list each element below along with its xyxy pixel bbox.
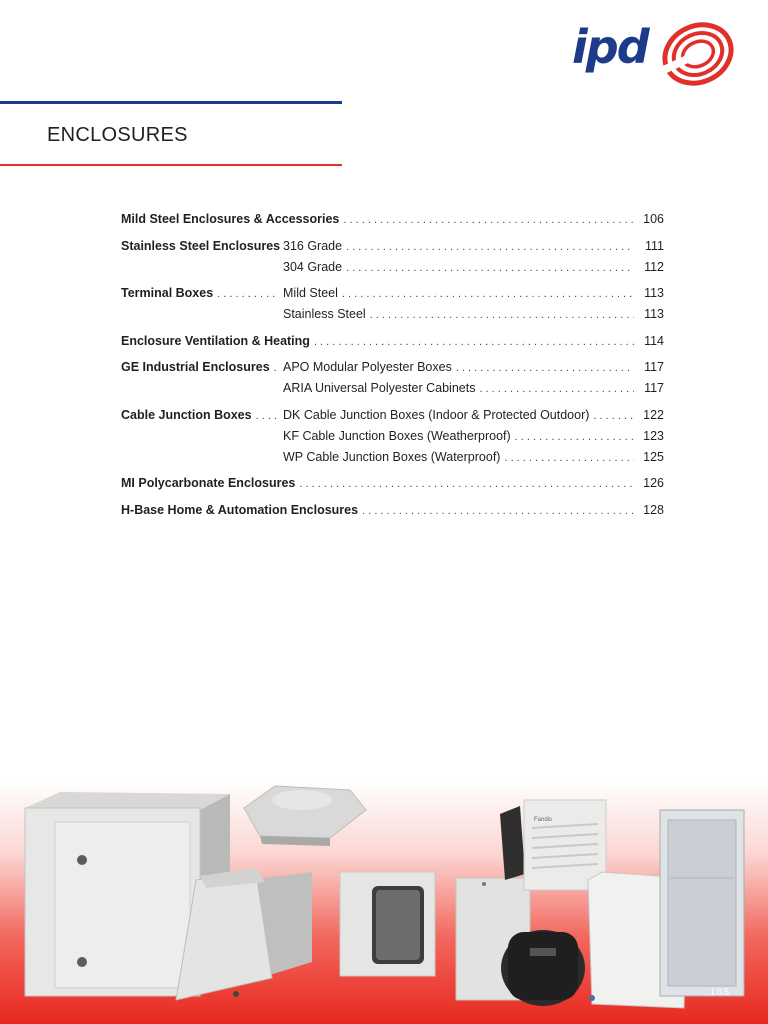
toc-row bbox=[121, 426, 664, 447]
toc-section-column bbox=[121, 357, 283, 379]
toc-subsection-title: Stainless Steel bbox=[283, 307, 366, 321]
product-photos bbox=[0, 780, 768, 1024]
toc-page-number: 126 bbox=[643, 476, 664, 490]
toc-section-title: Cable Junction Boxes bbox=[121, 407, 252, 422]
toc-section-title: Stainless Steel Enclosures bbox=[121, 238, 281, 253]
dot-leader bbox=[342, 284, 634, 305]
toc-page-number: 128 bbox=[643, 502, 664, 517]
dot-leader bbox=[343, 210, 634, 231]
dot-leader bbox=[299, 474, 634, 495]
toc-subsection-title: 304 Grade bbox=[283, 259, 343, 274]
toc-row bbox=[121, 447, 664, 468]
window-enclosure-image bbox=[340, 872, 435, 976]
toc-page-number: 114 bbox=[644, 333, 664, 348]
toc-row bbox=[121, 209, 664, 230]
dot-leader bbox=[370, 305, 634, 326]
page-number: 105 bbox=[710, 987, 732, 997]
dot-leader bbox=[504, 448, 634, 469]
roof-fan-image bbox=[244, 786, 366, 846]
toc-row bbox=[121, 283, 664, 304]
logo-text: ipd bbox=[572, 20, 648, 74]
toc-page-number: 113 bbox=[644, 307, 664, 321]
toc-row bbox=[121, 405, 664, 426]
toc-subsection-title: APO Modular Polyester Boxes bbox=[283, 360, 452, 374]
toc-subsection-title: DK Cable Junction Boxes (Indoor & Protected Outdoor) bbox=[283, 407, 590, 422]
dot-leader bbox=[217, 284, 279, 305]
dot-leader bbox=[346, 258, 634, 279]
toc-section-title: GE Industrial Enclosures bbox=[121, 360, 270, 374]
toc-subsection-title: 316 Grade bbox=[283, 238, 343, 253]
toc-section-title: H-Base Home & Automation Enclosures bbox=[121, 502, 359, 517]
toc-subsection-title: WP Cable Junction Boxes (Waterproof) bbox=[283, 449, 501, 464]
toc-subsection-title: Mild Steel bbox=[283, 286, 338, 300]
page-title: ENCLOSURES bbox=[47, 124, 188, 146]
toc-subsection-title: KF Cable Junction Boxes (Weatherproof) bbox=[283, 428, 511, 443]
fan-brand-label: Fandis bbox=[534, 817, 553, 823]
toc-row bbox=[121, 236, 664, 257]
dot-leader bbox=[256, 406, 279, 427]
fan-filter-image bbox=[500, 800, 606, 890]
dot-leader bbox=[456, 358, 634, 379]
toc-page-number: 112 bbox=[644, 259, 664, 274]
toc-section-column bbox=[121, 236, 283, 258]
toc-row bbox=[121, 378, 664, 399]
toc-subsection-title: ARIA Universal Polyester Cabinets bbox=[283, 381, 476, 395]
toc-row bbox=[121, 500, 664, 521]
toc-page-number: 117 bbox=[644, 360, 664, 374]
toc-row bbox=[121, 357, 664, 378]
toc-page-number: 111 bbox=[644, 238, 664, 253]
open-polyester-box-image bbox=[176, 868, 312, 1000]
toc-section-title: Terminal Boxes bbox=[121, 286, 214, 300]
table-of-contents bbox=[121, 209, 664, 521]
toc-section-title: MI Polycarbonate Enclosures bbox=[121, 476, 296, 490]
toc-section-title: Enclosure Ventilation & Heating bbox=[121, 333, 310, 348]
toc-row bbox=[121, 257, 664, 278]
ipd-logo bbox=[572, 20, 742, 88]
dot-leader bbox=[274, 358, 279, 379]
dot-leader bbox=[593, 406, 634, 427]
logo-swirl-icon bbox=[658, 20, 738, 88]
dot-leader bbox=[346, 237, 634, 258]
toc-page-number: 123 bbox=[643, 428, 664, 443]
dot-leader bbox=[479, 379, 634, 400]
toc-page-number: 113 bbox=[644, 286, 664, 300]
toc-page-number: 122 bbox=[643, 407, 664, 422]
toc-section-column bbox=[121, 283, 283, 305]
toc-row bbox=[121, 304, 664, 325]
dot-leader bbox=[314, 332, 634, 353]
toc-section-title: Mild Steel Enclosures & Accessories bbox=[121, 212, 340, 226]
toc-section-column bbox=[121, 405, 283, 427]
toc-page-number: 117 bbox=[644, 381, 664, 395]
toc-page-number: 106 bbox=[643, 212, 664, 226]
heading-rule-bottom bbox=[0, 164, 342, 166]
toc-row bbox=[121, 473, 664, 494]
clear-junction-box-image bbox=[660, 810, 744, 996]
dot-leader bbox=[515, 427, 634, 448]
toc-page-number: 125 bbox=[643, 449, 664, 464]
black-junction-box-image bbox=[501, 930, 585, 1006]
heading-rule-top bbox=[0, 101, 342, 104]
toc-row bbox=[121, 331, 664, 352]
dot-leader bbox=[362, 501, 634, 522]
